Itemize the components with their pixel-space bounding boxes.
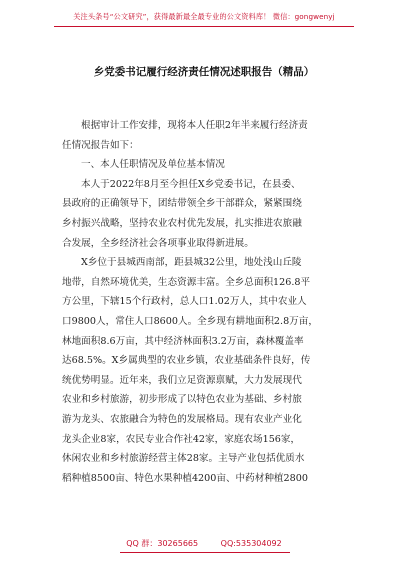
- body-line: 根据审计工作安排，现将本人任职2年半来履行经济责: [81, 120, 308, 131]
- body-line: X乡位于县城西南部，距县城32公里，地处浅山丘陵: [81, 257, 302, 269]
- footer-contacts: [0, 538, 408, 549]
- body-line: 统优势明显。近年来，我们立足资源禀赋，大力发展现代: [62, 374, 302, 386]
- footer-qq-group: QQ 群：30265665: [126, 539, 199, 548]
- body-line: 合发展，全乡经济社会各项事业取得新进展。: [62, 237, 254, 249]
- footer-divider: [120, 552, 290, 553]
- header-divider: [54, 26, 354, 27]
- body-line: 休闲农业和乡村旅游经营主体28家。主导产业包括优质水: [62, 453, 305, 465]
- body-line: 龙头企业8家，农民专业合作社42家，家庭农场156家，: [62, 433, 301, 445]
- body-line: 一、本人任职情况及单位基本情况: [81, 159, 225, 171]
- document-title: 乡党委书记履行经济责任情况述职报告（精品）: [93, 66, 315, 78]
- body-line: 农业和乡村旅游，初步形成了以特色农业为基础、乡村旅: [62, 394, 302, 406]
- body-line: 乡村振兴战略，坚持农业农村优先发展，扎实推进农旅融: [62, 217, 302, 229]
- body-line: 本人于2022年8月至今担任X乡党委书记，在县委、: [81, 178, 301, 190]
- body-line: 地带，自然环境优美，生态资源丰富。全乡总面积126.8平: [62, 276, 311, 288]
- header-notice: 关注头条号“公文研究”，获得最新最全最专业的公文资料库！ 微信：gongwenyj: [73, 12, 335, 21]
- body-line: 达68.5%。X乡属典型的农业乡镇，农业基础条件良好，传: [62, 355, 311, 367]
- body-line: 游为龙头、农旅融合为特色的发展格局。现有农业产业化: [62, 413, 302, 425]
- body-line: 稻种植8500亩、特色水果种植4200亩、中药材种植2800: [62, 472, 308, 484]
- document-body: [62, 116, 348, 488]
- body-line: 口9800人，常住人口8600人。全乡现有耕地面积2.8万亩，: [62, 315, 318, 327]
- body-line: 方公里，下辖15个行政村，总人口1.02万人，其中农业人: [62, 296, 307, 308]
- body-line: 林地面积8.6万亩，其中经济林面积3.2万亩，森林覆盖率: [62, 335, 304, 347]
- footer-qq-number: QQ:535304092: [220, 539, 282, 548]
- body-line: 任情况报告如下：: [62, 139, 139, 151]
- body-line: 县政府的正确领导下，团结带领全乡干部群众，紧紧围绕: [62, 198, 302, 210]
